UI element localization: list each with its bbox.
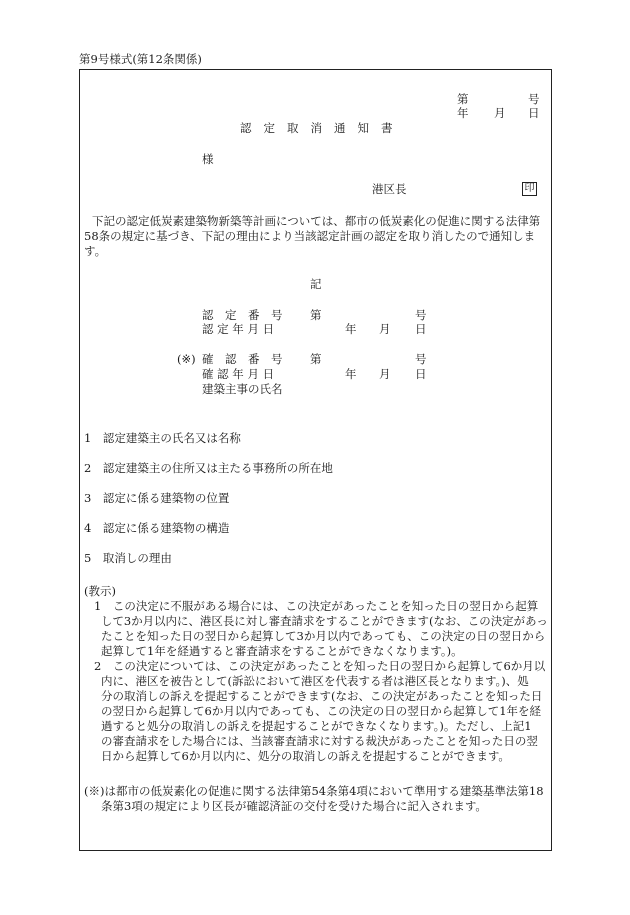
issuer: 港区長 bbox=[372, 182, 407, 196]
number-suffix: 号 bbox=[528, 92, 540, 106]
cert-month: 月 bbox=[379, 322, 391, 336]
confirm-dai: 第 bbox=[310, 352, 322, 366]
document-title: 認定取消通知書 bbox=[240, 121, 405, 135]
header-month: 月 bbox=[494, 106, 506, 120]
instruction-2-line: 2 この決定については、この決定があったことを知った日の翌日から起算して6か月以 bbox=[94, 659, 546, 673]
list-item: 1 認定建築主の氏名又は名称 bbox=[84, 431, 241, 445]
list-item: 5 取消しの理由 bbox=[84, 551, 172, 565]
ki-heading: 記 bbox=[310, 277, 322, 291]
confirmation-mark: (※) bbox=[177, 352, 196, 366]
cert-date-label: 認 定 年 月 日 bbox=[202, 322, 275, 336]
header-day: 日 bbox=[528, 106, 540, 120]
addressee-suffix: 様 bbox=[202, 152, 214, 166]
instruction-2-line: 過すると処分の取消しの訴えを提起することができなくなります。)。ただし、上記1 bbox=[101, 719, 532, 733]
instruction-1-line: して3か月以内に、港区長に対し審査請求をすることができます(なお、この決定があっ bbox=[101, 614, 548, 628]
confirm-year: 年 bbox=[345, 367, 357, 381]
confirm-date-label: 確 認 年 月 日 bbox=[202, 367, 275, 381]
building-official-label: 建築主事の氏名 bbox=[202, 382, 283, 396]
header-year: 年 bbox=[457, 106, 469, 120]
instruction-2-line: 日から起算して6か月以内に、処分の取消しの訴えを提起することができます。 bbox=[101, 749, 510, 763]
note-line: 条第3項の規定により区長が確認済証の交付を受けた場合に記入されます。 bbox=[101, 799, 487, 813]
number-prefix: 第 bbox=[457, 92, 469, 106]
instruction-1-line: たことを知った日の翌日から起算して3か月以内であっても、この決定の日の翌日から bbox=[101, 629, 546, 643]
form-id: 第9号様式(第12条関係) bbox=[79, 52, 202, 66]
confirm-month: 月 bbox=[379, 367, 391, 381]
body-text-line-1: 下記の認定低炭素建築物新築等計画については、都市の低炭素化の促進に関する法律第 bbox=[92, 214, 541, 228]
list-item: 3 認定に係る建築物の位置 bbox=[84, 491, 230, 505]
list-item: 4 認定に係る建築物の構造 bbox=[84, 521, 230, 535]
cert-dai: 第 bbox=[310, 308, 322, 322]
instruction-2-line: 分の取消しの訴えを提起することができます(なお、この決定があったことを知った日 bbox=[101, 689, 543, 703]
seal-stamp: 印 bbox=[522, 182, 537, 196]
instruction-1-line: 1 この決定に不服がある場合には、この決定があったことを知った日の翌日から起算 bbox=[94, 599, 539, 613]
instruction-1-line: 起算して1年を経過すると審査請求をすることができなくなります。)。 bbox=[101, 644, 463, 658]
cert-go: 号 bbox=[415, 308, 427, 322]
confirm-day: 日 bbox=[415, 367, 427, 381]
cert-number-label: 認 定 番 号 bbox=[202, 308, 283, 322]
instruction-2-line: の翌日から起算して6か月以内であっても、この決定の日の翌日から起算して1年を経 bbox=[101, 704, 542, 718]
confirm-go: 号 bbox=[415, 352, 427, 366]
body-text-line-3: す。 bbox=[84, 244, 107, 258]
list-item: 2 認定建築主の住所又は主たる事務所の所在地 bbox=[84, 461, 333, 475]
body-text-line-2: 58条の規定に基づき、下記の理由により当該認定計画の認定を取り消したので通知しま bbox=[84, 229, 536, 243]
note-line: (※)は都市の低炭素化の促進に関する法律第54条第4項において準用する建築基準法第18 bbox=[84, 784, 544, 798]
cert-day: 日 bbox=[415, 322, 427, 336]
instruction-2-line: 内に、港区を被告として(訴訟において港区を代表する者は港区長となります。)、処 bbox=[101, 674, 529, 688]
confirm-number-label: 確 認 番 号 bbox=[202, 352, 283, 366]
instruction-2-line: の審査請求をした場合には、当該審査請求に対する裁決があったことを知った日の翌 bbox=[101, 734, 538, 748]
cert-year: 年 bbox=[345, 322, 357, 336]
instruction-label: (教示) bbox=[84, 584, 116, 598]
